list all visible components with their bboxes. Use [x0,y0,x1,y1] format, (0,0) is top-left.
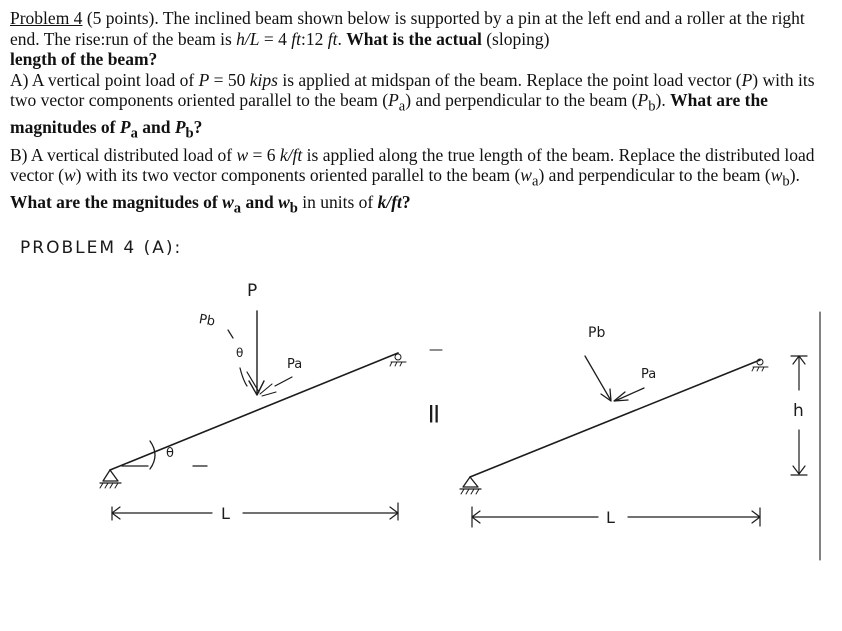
sub-wa: a [531,173,539,190]
part-a-lead: A) A vertical point load of [10,69,199,90]
right-pin-support-icon [460,477,481,494]
part-a-eq: = 50 [209,69,250,90]
left-pa-label: Pa [287,357,303,372]
part-a-text2: ) with its two vector components oriented parallel to the beam ( [10,69,815,111]
var-w-2: w [63,165,76,186]
sub-b: b [648,98,656,115]
left-pb-mark [228,330,233,338]
left-pin-support-icon [100,470,121,488]
left-angle-arc [150,441,155,469]
part-b-unit-bold: k/ft? [377,192,411,213]
var-w: w [236,144,249,165]
left-pa-component-line [275,377,292,386]
var-p-2: P [741,69,753,90]
part-a-text4: ). [655,90,671,111]
left-theta-bottom: θ [166,446,174,461]
part-b-text3: ) and perpendicular to the beam ( [538,165,771,186]
part-b-eq: = 6 [248,144,280,165]
var-p: P [198,69,210,90]
part-a-unit: kips [249,69,278,90]
ratio-unit-2: ft [327,28,338,49]
left-span-label: L [221,504,230,523]
var-pb: P [637,90,649,111]
part-a-text1: is applied at midspan of the beam. Replace the point load vector ( [277,69,742,90]
sub-wb: b [782,173,790,190]
problem-points: (5 points). [82,8,159,28]
part-b-text4: ). [789,165,800,186]
right-span-dimension [472,507,760,527]
problem-intro-text: The inclined beam shown below is supported by a pin at the left end and a roller at the right end. The rise:run of the beam is [10,8,805,49]
ratio-middle: :12 [301,28,328,49]
right-pb-arrowhead-icon [601,389,611,401]
part-a-text3: ) and perpendicular to the beam ( [405,90,638,111]
problem-number: Problem 4 [10,8,83,28]
right-pb-arrow-shaft [585,356,610,399]
sub-a: a [398,98,406,115]
equals-sign: = [418,402,451,426]
right-pb-label: Pb [588,325,606,341]
right-pa-arrow-shaft [615,388,644,401]
part-b-text2: ) with its two vector components oriented parallel to the beam ( [75,165,521,186]
question-length: What is the actual [346,28,482,49]
right-diagram [460,312,820,560]
var-wb: w [770,165,783,186]
ratio-end: . [337,28,347,49]
handwritten-heading: PROBLEM 4 (A): [20,238,183,258]
right-h-label: h [793,401,804,421]
part-b-unit: k/ft [279,144,303,165]
right-height-dimension [791,312,820,560]
part-b-text1: is applied along the true length of the beam. Replace the distributed load vector ( [10,144,815,186]
left-pb-label: Pb [197,312,217,330]
left-diagram [100,281,442,523]
part-b-units-text: in units of [297,192,378,213]
right-beam [470,360,760,477]
left-beam [110,353,398,470]
left-theta-top: θ [236,346,244,360]
right-span-label: L [606,508,615,527]
question-length-end: length of the beam? [10,49,158,70]
right-pa-label: Pa [641,367,657,382]
var-pa: P [388,90,399,111]
left-span-dimension [112,503,398,520]
ratio-equals: = 4 [259,28,292,49]
left-pa-arrowhead-icon [260,384,276,396]
part-b-lead: B) A vertical distributed load of [10,144,237,165]
ratio-unit-1: ft [291,28,301,49]
question-length-tail: (sloping) [481,28,550,49]
load-p-label: P [247,281,258,301]
part-b-question: What are the magnitudes of $w_a$ and $w_b$ [10,192,298,217]
left-top-angle-arc [240,368,247,386]
part-a-question: What are the magnitudes of $P_a$ and $P_b$? [10,90,768,142]
ratio-variable: h/L [236,28,260,49]
var-wa: w [520,165,532,186]
